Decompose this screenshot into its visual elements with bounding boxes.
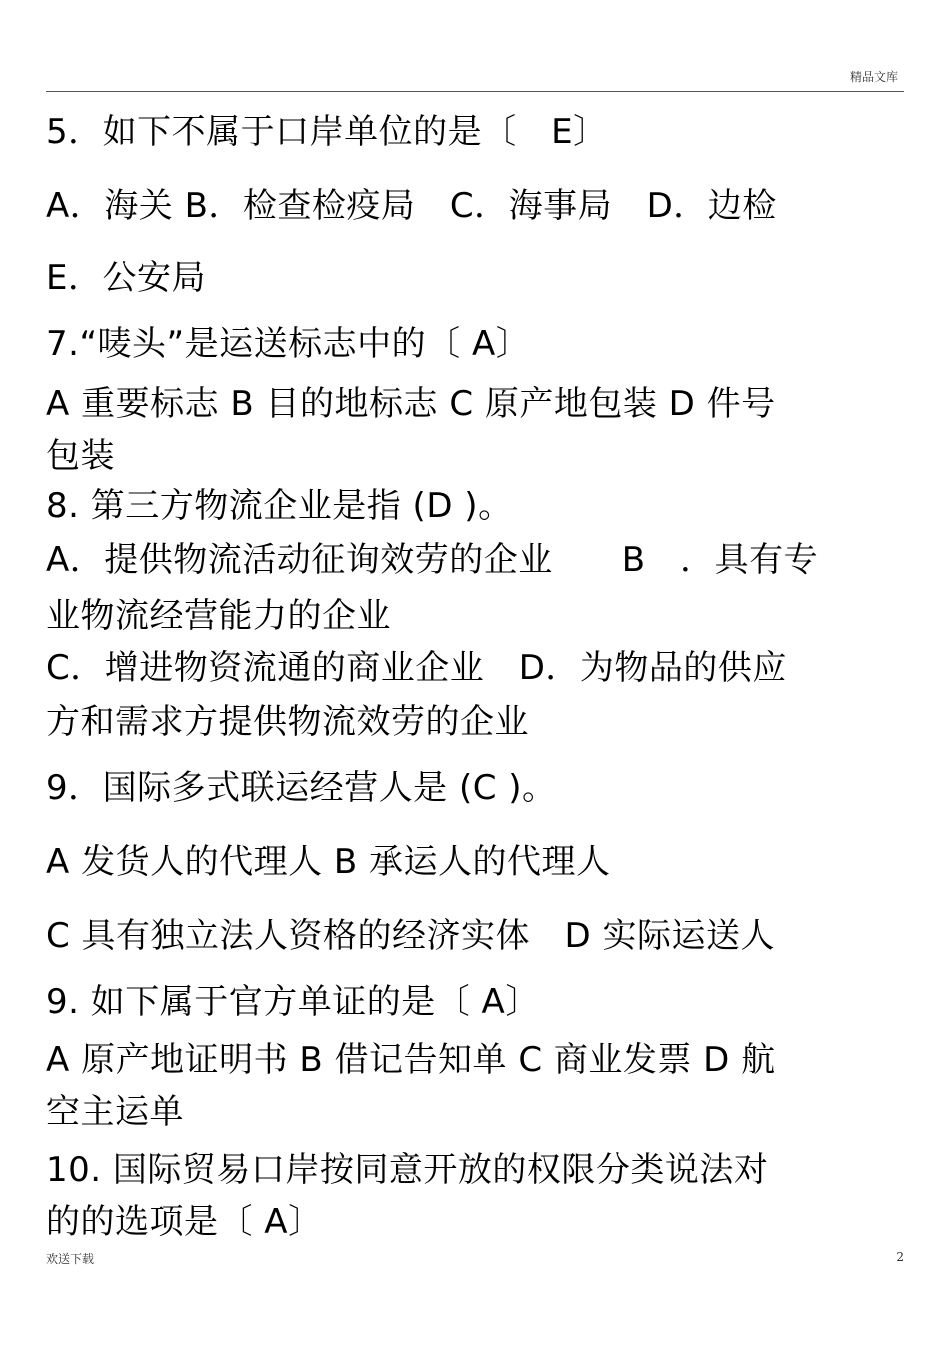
question-9b-options: A 原产地证明书 B 借记告知单 C 商业发票 D 航 bbox=[46, 1040, 776, 1080]
question-9b-options-cont: 空主运单 bbox=[46, 1092, 184, 1132]
question-5-options: A．海关 B．检查检疫局 C．海事局 D．边检 bbox=[46, 186, 777, 226]
question-9a-options-cd: C 具有独立法人资格的经济实体 D 实际运送人 bbox=[46, 916, 776, 956]
question-5-stem: 5．如下不属于口岸单位的是〔 E〕 bbox=[46, 112, 608, 152]
question-8-options-ab: A．提供物流活动征询效劳的企业 B ．具有专 bbox=[46, 540, 819, 580]
question-8-options-cd-cont: 方和需求方提供物流效劳的企业 bbox=[46, 702, 529, 742]
question-7-options-cont: 包装 bbox=[46, 436, 115, 476]
question-10-stem: 10. 国际贸易口岸按同意开放的权限分类说法对 bbox=[46, 1150, 769, 1190]
question-7-options: A 重要标志 B 目的地标志 C 原产地包装 D 件号 bbox=[46, 384, 776, 424]
question-9a-stem: 9．国际多式联运经营人是 (C )。 bbox=[46, 768, 557, 808]
page-number: 2 bbox=[896, 1250, 904, 1264]
question-9a-options-ab: A 发货人的代理人 B 承运人的代理人 bbox=[46, 842, 611, 882]
question-9b-stem: 9. 如下属于官方单证的是〔 A〕 bbox=[46, 982, 540, 1022]
question-7-stem: 7.“唛头”是运送标志中的〔 A〕 bbox=[46, 324, 531, 364]
question-8-options-ab-cont: 业物流经营能力的企业 bbox=[46, 596, 391, 636]
question-10-stem-cont: 的的选项是〔 A〕 bbox=[46, 1202, 323, 1242]
question-5-option-e: E．公安局 bbox=[46, 258, 206, 298]
header-rule bbox=[46, 91, 904, 92]
footer-text: 欢送下载 bbox=[46, 1252, 95, 1266]
question-8-stem: 8. 第三方物流企业是指 (D )。 bbox=[46, 486, 513, 526]
question-8-options-cd: C．增进物资流通的商业企业 D．为物品的供应 bbox=[46, 648, 787, 688]
header-text: 精品文库 bbox=[849, 70, 898, 84]
